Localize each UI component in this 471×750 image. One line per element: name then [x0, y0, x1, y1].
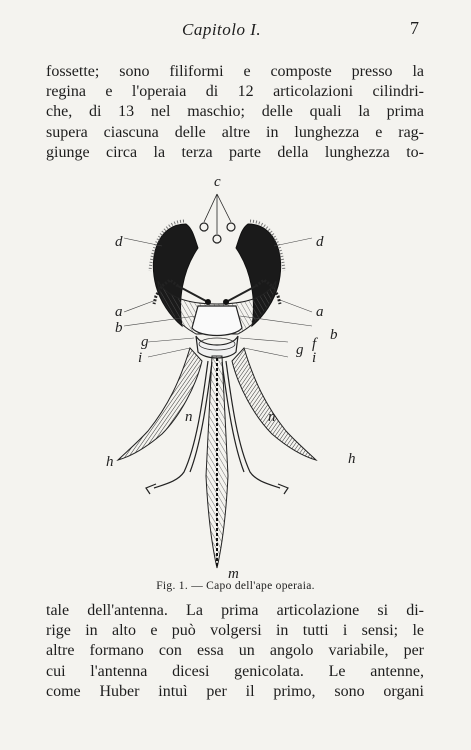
figure-caption [0, 580, 471, 592]
text-line: regina e l'operaia di 12 articolazioni cilindri- [46, 83, 424, 101]
glossa [206, 356, 228, 568]
running-title: Capitolo I. [182, 20, 262, 39]
label-b-right: b [330, 327, 338, 343]
text-line: tale dell'antenna. La prima articolazione si di- [46, 602, 424, 619]
body-text-top [46, 62, 424, 163]
label-h-right: h [348, 451, 356, 467]
text-line: cui l'antenna dicesi genicolata. Le antenne, [46, 662, 424, 680]
bee-head-illustration [98, 176, 373, 580]
ocelli [200, 194, 235, 243]
label-i-left: i [138, 350, 143, 366]
label-h-left: h [106, 454, 114, 470]
label-i-right: i [312, 350, 317, 366]
label-m: m [228, 566, 239, 580]
label-d-left: d [115, 234, 123, 250]
label-a-right: a [316, 304, 324, 320]
label-d-right: d [316, 234, 324, 250]
text-line: fossette; sono filiformi e composte presso la [46, 63, 424, 80]
body-text-bottom [46, 601, 424, 702]
figure-caption-text: Fig. 1. — Capo dell'ape operaia. [156, 580, 315, 592]
label-n-right: n [268, 409, 276, 425]
label-g-right: g [296, 342, 304, 358]
label-b-left: b [115, 320, 123, 336]
page-header [0, 20, 471, 42]
bee-head-figure [98, 176, 373, 580]
clypeus [192, 306, 242, 358]
label-a-left: a [115, 304, 123, 320]
label-g-left: g [141, 334, 149, 350]
text-line: giunge circa la terza parte della lunghezza to- [46, 143, 424, 161]
text-line: altre formano con essa un angolo variabile, per [46, 642, 424, 660]
label-c: c [214, 176, 221, 190]
text-line: come Huber intuì per il primo, sono organi [46, 682, 424, 700]
label-f: f [312, 336, 317, 352]
text-line: rige in alto e può volgersi in tutti i sensi; le [46, 622, 424, 640]
text-line: supera ciascuna delle altre in lunghezza e rag- [46, 123, 424, 141]
text-line: che, di 13 nel maschio; delle quali la prima [46, 103, 424, 121]
label-leaders [124, 238, 312, 357]
page-number: 7 [410, 18, 419, 38]
label-n-left: n [185, 409, 193, 425]
